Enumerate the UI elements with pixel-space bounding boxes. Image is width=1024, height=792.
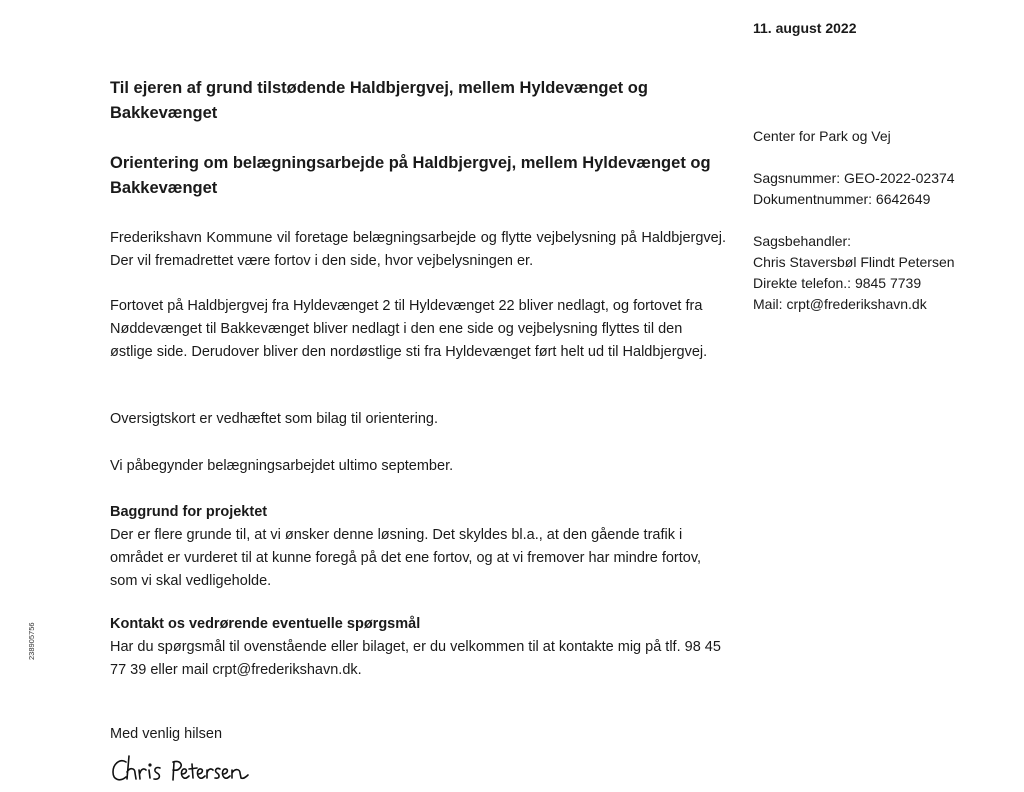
body-paragraph-2: Fortovet på Haldbjergvej fra Hyldevænget 2 til Hyldevænget 22 bliver nedlagt, og fortovet fra Nøddevænget til Bakkevænget bliver nedlagt i den ene side og vejbelysning flyttes til den østlige side. Derudover bliver den nordøstlige sti fra Hyldevænget ført helt ud til Haldbjergvej. (110, 298, 708, 360)
document-id-margin: 238905756 (27, 622, 36, 660)
document-number: Dokumentnummer: 6642649 (753, 191, 931, 207)
handler-label: Sagsbehandler: (753, 233, 852, 249)
letter-date: 11. august 2022 (753, 20, 857, 36)
recipient-heading: Til ejeren af grund tilstødende Haldbjergvej, mellem Hyldevænget og Bakkevænget (110, 79, 648, 122)
signature-image (110, 752, 255, 790)
case-number: Sagsnummer: GEO-2022-02374 (753, 170, 955, 186)
direct-phone: Direkte telefon.: 9845 7739 (753, 275, 922, 291)
body-paragraph-4: Vi påbegynder belægningsarbejdet ultimo september. (110, 458, 454, 474)
section-title: Baggrund for projektet (110, 504, 268, 520)
contact-mail: Mail: crpt@frederikshavn.dk (753, 296, 927, 312)
department-name: Center for Park og Vej (753, 128, 891, 144)
handler-name: Chris Staversbøl Flindt Petersen (753, 254, 955, 270)
section-body: Der er flere grunde til, at vi ønsker denne løsning. Det skyldes bl.a., at den gående trafik i området er vurderet til at kunne foregå på det ene fortov, og at vi fremover har mindre fortov, som vi skal vedligeholde. (110, 527, 702, 589)
section-contact (110, 613, 726, 682)
body-paragraph-1: Frederikshavn Kommune vil foretage belægningsarbejde og flytte vejbelysning på Haldbjergvej. Der vil fremadrettet være fortov i den side, hvor vejbelysningen er. (110, 230, 726, 269)
body-paragraph-3: Oversigtskort er vedhæftet som bilag til orientering. (110, 411, 438, 427)
subject-heading: Orientering om belægningsarbejde på Haldbjergvej, mellem Hyldevænget og Bakkevænget (110, 154, 711, 197)
section-title: Kontakt os vedrørende eventuelle spørgsmål (110, 616, 421, 632)
case-info-sidebar (753, 126, 1018, 315)
closing-text: Med venlig hilsen (110, 726, 223, 742)
section-body: Har du spørgsmål til ovenstående eller bilaget, er du velkommen til at kontakte mig på tlf. 98 45 77 39 eller mail crpt@frederikshavn.dk. (110, 639, 721, 678)
section-background (110, 501, 726, 593)
